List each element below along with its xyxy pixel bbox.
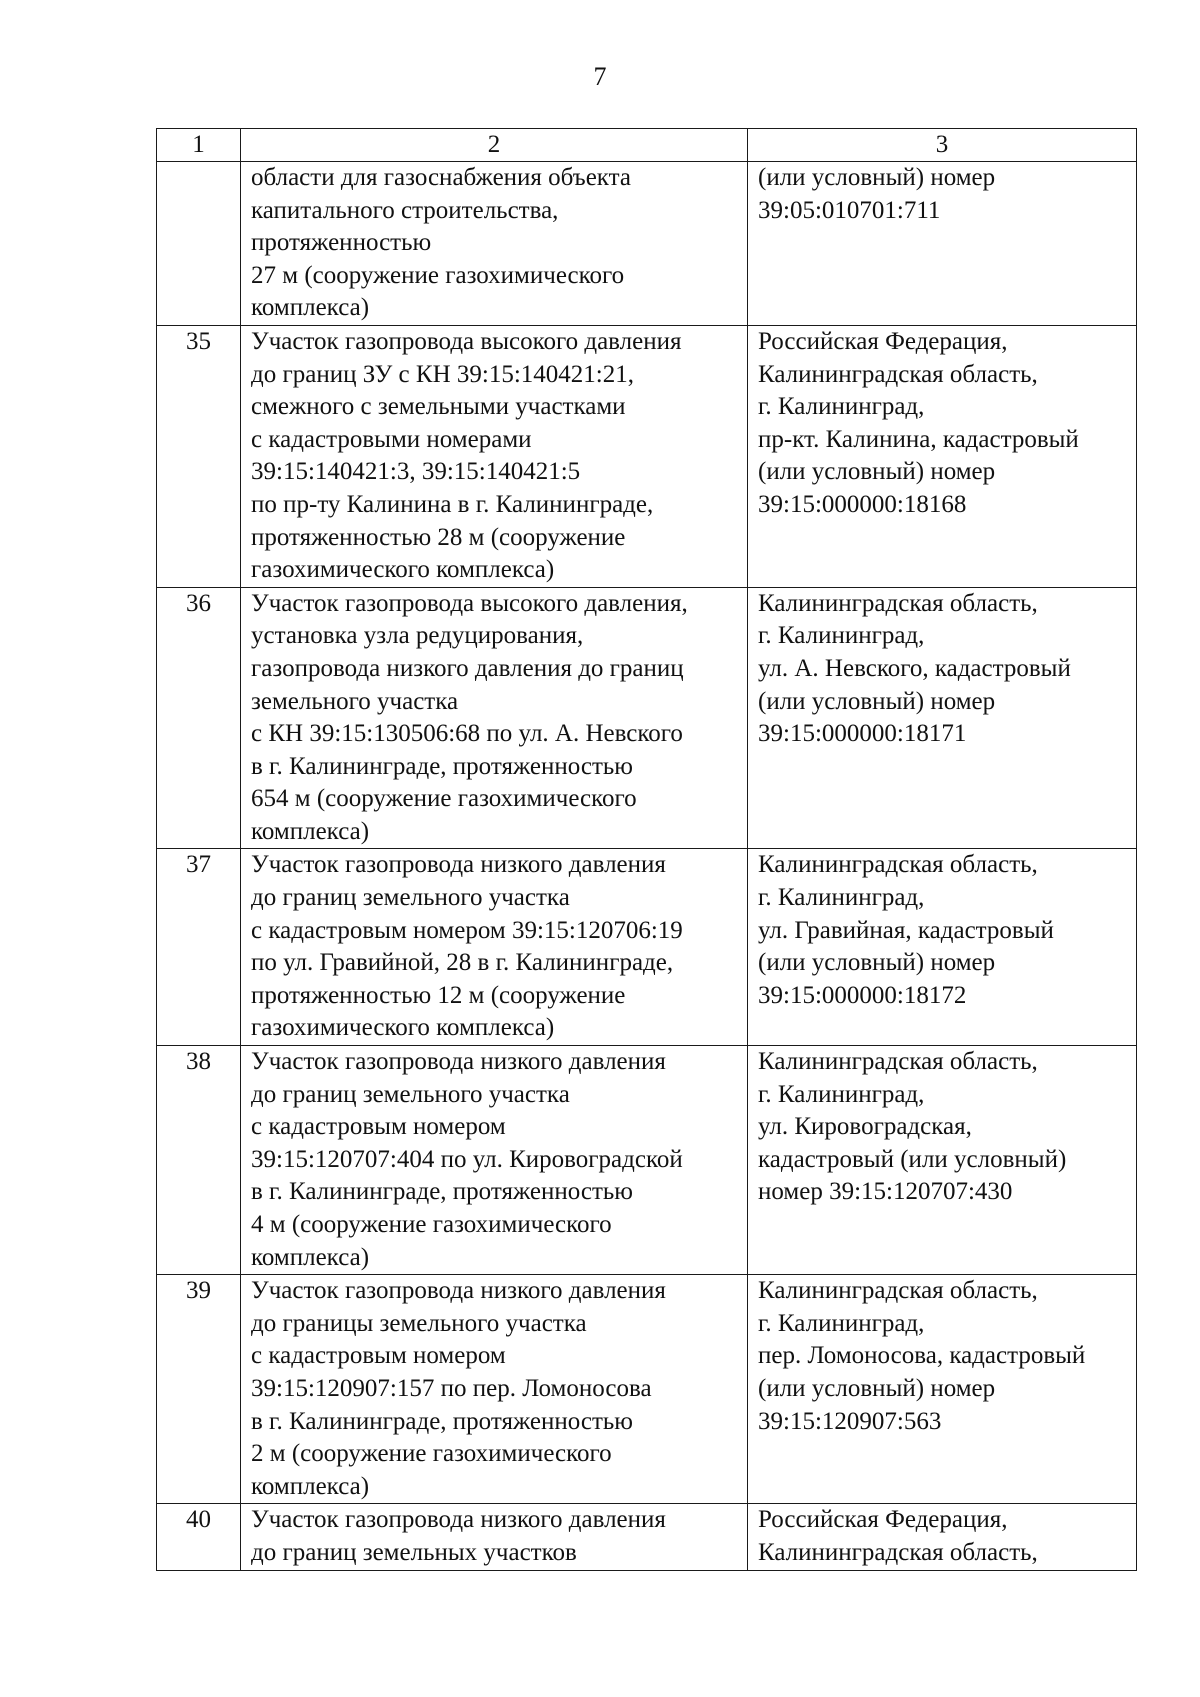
location-line: 39:05:010701:711 [758, 196, 941, 224]
description-line: 39:15:120707:404 по ул. Кировоградской [251, 1145, 683, 1173]
description-line: Участок газопровода низкого давления [251, 851, 666, 879]
description-line: протяженностью [251, 229, 432, 257]
location-line: 39:15:000000:18172 [758, 981, 967, 1009]
description-line: до границы земельного участка [251, 1309, 587, 1337]
location-cell [748, 162, 1137, 326]
row-number-cell: 40 [157, 1504, 241, 1570]
location-cell [748, 1046, 1137, 1275]
location-line: пер. Ломоносова, кадастровый [758, 1342, 1086, 1370]
table-row [157, 162, 1137, 326]
location-line: 39:15:000000:18168 [758, 490, 967, 518]
description-line: в г. Калининграде, протяженностью [251, 1407, 633, 1435]
table-row [157, 1275, 1137, 1504]
location-line: Калининградская область, [758, 851, 1038, 879]
description-line: до границ земельного участка [251, 884, 570, 912]
location-cell [748, 1504, 1137, 1570]
table-row [157, 587, 1137, 849]
table-row [157, 1046, 1137, 1275]
description-line: комплекса) [251, 1472, 370, 1500]
row-number-cell: 36 [157, 587, 241, 849]
page-number: 7 [593, 62, 607, 91]
description-cell [241, 1275, 748, 1504]
location-line: номер 39:15:120707:430 [758, 1178, 1013, 1206]
description-line: капитального строительства, [251, 196, 559, 224]
description-line: в г. Калининграде, протяженностью [251, 752, 633, 780]
location-line: (или условный) номер [758, 687, 996, 715]
location-cell [748, 587, 1137, 849]
description-line: смежного с земельными участками [251, 393, 626, 421]
location-line: г. Калининград, [758, 1080, 925, 1108]
description-line: с кадастровым номером [251, 1342, 506, 1370]
description-line: Участок газопровода низкого давления [251, 1506, 666, 1534]
column-header-description: 2 [241, 129, 748, 162]
description-line: до границ земельного участка [251, 1080, 570, 1108]
description-cell [241, 325, 748, 587]
location-line: г. Калининград, [758, 1309, 925, 1337]
description-line: газохимического комплекса) [251, 556, 555, 584]
description-line: области для газоснабжения объекта [251, 164, 631, 191]
row-number-cell: 37 [157, 849, 241, 1046]
location-line: кадастровый (или условный) [758, 1145, 1067, 1173]
description-line: Участок газопровода высокого давления [251, 327, 682, 355]
location-line: ул. А. Невского, кадастровый [758, 654, 1071, 682]
description-line: до границ земельных участков [251, 1538, 577, 1566]
description-line: до границ ЗУ с КН 39:15:140421:21, [251, 360, 634, 388]
location-line: ул. Гравийная, кадастровый [758, 916, 1054, 944]
location-cell [748, 1275, 1137, 1504]
row-number-cell [157, 162, 241, 326]
description-line: 4 м (сооружение газохимического [251, 1211, 612, 1238]
description-cell [241, 1504, 748, 1570]
description-line: установка узла редуцирования, [251, 622, 584, 650]
description-line: Участок газопровода низкого давления [251, 1277, 666, 1305]
location-line: Калининградская область, [758, 1048, 1038, 1076]
location-line: (или условный) номер [758, 164, 996, 191]
description-cell [241, 1046, 748, 1275]
description-line: по пр-ту Калинина в г. Калининграде, [251, 490, 654, 518]
location-line: (или условный) номер [758, 458, 996, 486]
description-line: 27 м (сооружение газохимического [251, 261, 625, 289]
location-line: пр-кт. Калинина, кадастровый [758, 425, 1079, 453]
description-line: комплекса) [251, 1243, 370, 1271]
registry-table [156, 128, 1137, 1571]
description-line: с кадастровым номером [251, 1113, 506, 1141]
location-line: Калининградская область, [758, 360, 1038, 388]
table-body [157, 162, 1137, 1571]
description-line: газопровода низкого давления до границ [251, 654, 684, 682]
table-row [157, 1504, 1137, 1570]
description-line: по ул. Гравийной, 28 в г. Калининграде, [251, 949, 674, 977]
location-line: 39:15:120907:563 [758, 1407, 942, 1435]
location-line: г. Калининград, [758, 884, 925, 912]
description-line: 2 м (сооружение газохимического [251, 1440, 612, 1468]
location-cell [748, 325, 1137, 587]
description-line: газохимического комплекса) [251, 1014, 555, 1042]
description-line: с КН 39:15:130506:68 по ул. А. Невского [251, 720, 683, 748]
description-line: протяженностью 28 м (сооружение [251, 523, 626, 551]
row-number-cell: 35 [157, 325, 241, 587]
description-line: Участок газопровода низкого давления [251, 1048, 666, 1076]
description-line: протяженностью 12 м (сооружение [251, 981, 626, 1009]
location-line: Российская Федерация, [758, 327, 1008, 355]
description-line: с кадастровыми номерами [251, 425, 532, 453]
row-number-cell: 39 [157, 1275, 241, 1504]
location-line: г. Калининград, [758, 622, 925, 650]
location-cell [748, 849, 1137, 1046]
row-number-cell: 38 [157, 1046, 241, 1275]
location-line: (или условный) номер [758, 949, 996, 977]
description-cell [241, 587, 748, 849]
location-line: Калининградская область, [758, 589, 1038, 617]
description-line: в г. Калининграде, протяженностью [251, 1178, 633, 1206]
description-line: 654 м (сооружение газохимического [251, 785, 637, 813]
location-line: (или условный) номер [758, 1374, 996, 1402]
location-line: г. Калининград, [758, 393, 925, 421]
column-header-number: 1 [157, 129, 241, 162]
description-cell [241, 162, 748, 326]
description-line: комплекса) [251, 294, 370, 322]
location-line: ул. Кировоградская, [758, 1113, 972, 1141]
table-row [157, 325, 1137, 587]
description-line: 39:15:120907:157 по пер. Ломоносова [251, 1374, 652, 1402]
table-header-row [157, 129, 1137, 162]
location-line: Калининградская область, [758, 1538, 1038, 1566]
column-header-location: 3 [748, 129, 1137, 162]
description-cell [241, 849, 748, 1046]
description-line: Участок газопровода высокого давления, [251, 589, 688, 617]
location-line: Российская Федерация, [758, 1506, 1008, 1534]
description-line: с кадастровым номером 39:15:120706:19 [251, 916, 683, 944]
description-line: 39:15:140421:3, 39:15:140421:5 [251, 458, 581, 486]
location-line: 39:15:000000:18171 [758, 720, 967, 748]
description-line: земельного участка [251, 687, 459, 715]
location-line: Калининградская область, [758, 1277, 1038, 1305]
description-line: комплекса) [251, 817, 370, 845]
table-row [157, 849, 1137, 1046]
